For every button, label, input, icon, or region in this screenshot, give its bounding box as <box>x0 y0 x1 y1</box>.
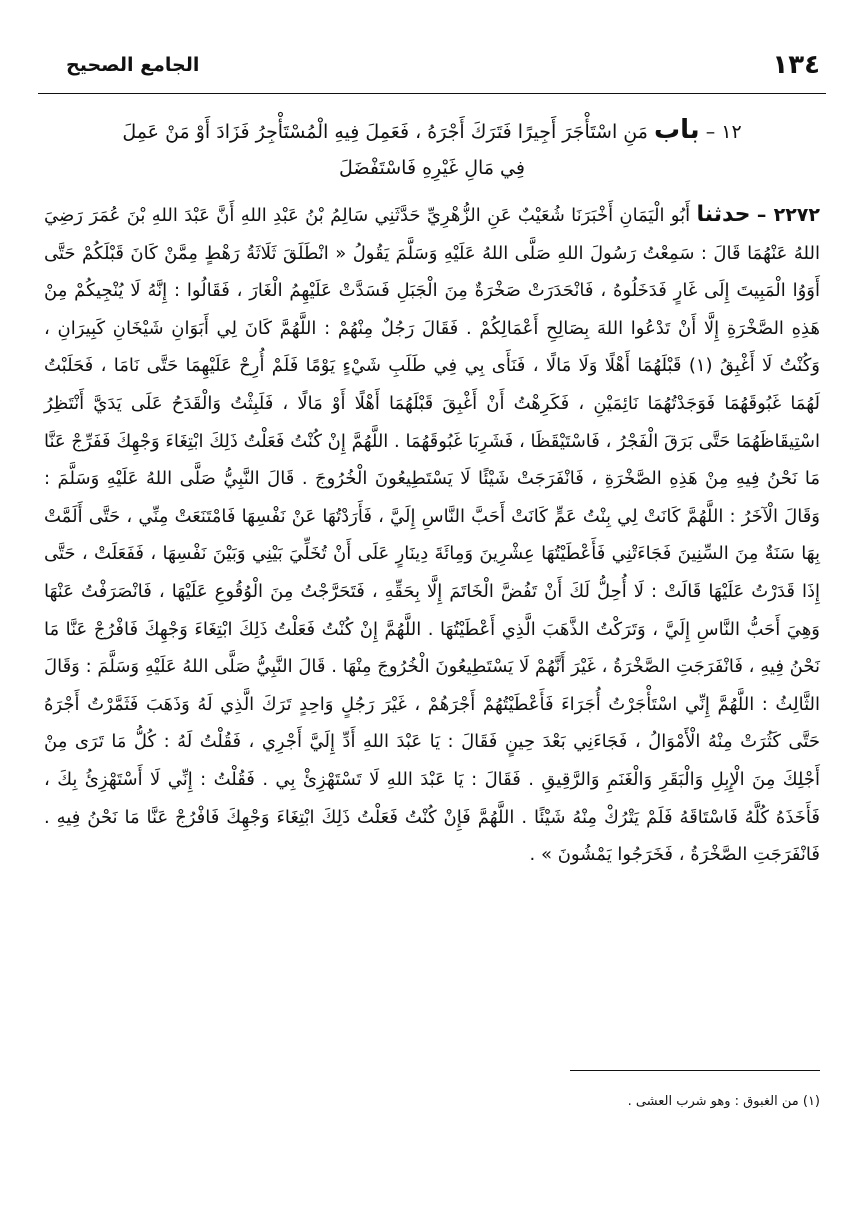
chapter-heading <box>120 112 744 186</box>
hadith-opening-word: حدثنا <box>696 202 751 227</box>
hadith-number: ٢٢٧٢ – <box>756 204 820 226</box>
running-title: الجامع الصحيح <box>66 54 200 76</box>
footnote-rule <box>570 1070 820 1071</box>
chapter-number: ١٢ – <box>705 121 742 143</box>
header-rule <box>38 93 826 94</box>
chapter-word: باب <box>654 115 700 145</box>
hadith-body: أَبُو الْيَمَانِ أَخْبَرَنَا شُعَيْبٌ عَنِ الزُّهْرِيِّ حَدَّثَنِي سَالِمُ بْنُ عَبْدِ اللهِ أَنَّ عَبْدَ اللهِ بْنَ عُمَرَ رَضِيَ اللهُ عَنْهُمَا قَالَ : سَمِعْتُ رَسُولَ اللهِ صَلَّى اللهُ عَلَيْهِ وَسَلَّمَ يَقُولُ « انْطَلَقَ ثَلَاثَةُ رَهْطٍ مِمَّنْ كَانَ قَبْلَكُمْ حَتَّى أَوَوُا الْمَبِيتَ إِلَى غَارٍ فَدَخَلُوهُ ، فَانْحَدَرَتْ صَخْرَةٌ مِنَ الْجَبَلِ فَسَدَّتْ عَلَيْهِمُ الْغَارَ ، فَقَالُوا : إِنَّهُ لَا يُنْجِيكُمْ مِنْ هَذِهِ الصَّخْرَةِ إِلَّا أَنْ تَدْعُوا اللهَ بِصَالِحِ أَعْمَالِكُمْ . فَقَالَ رَجُلٌ مِنْهُمْ : اللَّهُمَّ كَانَ لِي أَبَوَانِ شَيْخَانِ كَبِيرَانِ ، وَكُنْتُ لَا أَغْبِقُ (١) قَبْلَهُمَا أَهْلًا وَلَا مَالًا ، فَنَأَى بِي فِي طَلَبِ شَيْءٍ يَوْمًا فَلَمْ أُرِحْ عَلَيْهِمَا حَتَّى نَامَا ، فَحَلَبْتُ لَهُمَا غَبُوقَهُمَا فَوَجَدْتُهُمَا نَائِمَيْنِ ، فَكَرِهْتُ أَنْ أَغْبِقَ قَبْلَهُمَا أَهْلًا أَوْ مَالًا ، فَلَبِثْتُ وَالْقَدَحُ عَلَى يَدَيَّ أَنْتَظِرُ اسْتِيقَاظَهُمَا حَتَّى بَرَقَ الْفَجْرُ ، فَاسْتَيْقَظَا ، فَشَرِبَا غَبُوقَهُمَا . اللَّهُمَّ إِنْ كُنْتُ فَعَلْتُ ذَلِكَ ابْتِغَاءَ وَجْهِكَ فَفَرِّجْ عَنَّا مَا نَحْنُ فِيهِ مِنْ هَذِهِ الصَّخْرَةِ ، فَانْفَرَجَتْ شَيْئًا لَا يَسْتَطِيعُونَ الْخُرُوجَ . قَالَ النَّبِيُّ صَلَّى اللهُ عَلَيْهِ وَسَلَّمَ : وَقَالَ الْآخَرُ : اللَّهُمَّ كَانَتْ لِي بِنْتُ عَمٍّ كَانَتْ أَحَبَّ النَّاسِ إِلَيَّ ، فَأَرَدْتُهَا عَنْ نَفْسِهَا فَامْتَنَعَتْ مِنِّي ، حَتَّى أَلَمَّتْ بِهَا سَنَةٌ مِنَ السِّنِينَ فَجَاءَتْنِي فَأَعْطَيْتُهَا عِشْرِينَ وَمِائَةَ دِينَارٍ عَلَى أَنْ تُخَلِّيَ بَيْنِي وَبَيْنَ نَفْسِهَا ، فَفَعَلَتْ ، حَتَّى إِذَا قَدَرْتُ عَلَيْهَا قَالَتْ : لَا أُحِلُّ لَكَ أَنْ تَفُضَّ الْخَاتَمَ إِلَّا بِحَقِّهِ ، فَتَحَرَّجْتُ مِنَ الْوُقُوعِ عَلَيْهَا ، فَانْصَرَفْتُ عَنْهَا وَهِيَ أَحَبُّ النَّاسِ إِلَيَّ ، وَتَرَكْتُ الذَّهَبَ الَّذِي أَعْطَيْتُهَا . اللَّهُمَّ إِنْ كُنْتُ فَعَلْتُ ذَلِكَ ابْتِغَاءَ وَجْهِكَ فَافْرُجْ عَنَّا مَا نَحْنُ فِيهِ ، فَانْفَرَجَتِ الصَّخْرَةُ ، غَيْرَ أَنَّهُمْ لَا يَسْتَطِيعُونَ الْخُرُوجَ مِنْهَا . قَالَ النَّبِيُّ صَلَّى اللهُ عَلَيْهِ وَسَلَّمَ : وَقَالَ الثَّالِثُ : اللَّهُمَّ إِنِّي اسْتَأْجَرْتُ أُجَرَاءَ فَأَعْطَيْتُهُمْ أَجْرَهُمْ ، غَيْرَ رَجُلٍ وَاحِدٍ تَرَكَ الَّذِي لَهُ وَذَهَبَ فَثَمَّرْتُ أَجْرَهُ حَتَّى كَثُرَتْ مِنْهُ الْأَمْوَالُ ، فَجَاءَنِي بَعْدَ حِينٍ فَقَالَ : يَا عَبْدَ اللهِ أَدِّ إِلَيَّ أَجْرِي ، فَقُلْتُ لَهُ : كُلُّ مَا تَرَى مِنْ أَجْلِكَ مِنَ الْإِبِلِ وَالْبَقَرِ وَالْغَنَمِ وَالرَّقِيقِ . فَقَالَ : يَا عَبْدَ اللهِ لَا تَسْتَهْزِئْ بِي . فَقُلْتُ : إِنِّي لَا أَسْتَهْزِئُ بِكَ ، فَأَخَذَهُ كُلَّهُ فَاسْتَاقَهُ فَلَمْ يَتْرُكْ مِنْهُ شَيْئًا . اللَّهُمَّ فَإِنْ كُنْتُ فَعَلْتُ ذَلِكَ ابْتِغَاءَ وَجْهِكَ فَافْرُجْ عَنَّا مَا نَحْنُ فِيهِ . فَانْفَرَجَتِ الصَّخْرَةُ ، فَخَرَجُوا يَمْشُونَ » . <box>44 205 821 866</box>
hadith-text-block <box>44 196 820 874</box>
page-number: ١٣٤ <box>772 50 820 80</box>
footnote: (١) من الغبوق : وهو شرب العشى . <box>627 1094 820 1109</box>
page-header <box>38 50 826 90</box>
chapter-title: مَنِ اسْتَأْجَرَ أَجِيرًا فَتَرَكَ أَجْرَهُ ، فَعَمِلَ فِيهِ الْمُسْتَأْجِرُ فَزَادَ أَوْ مَنْ عَمِلَ فِي مَالِ غَيْرِهِ فَاسْتَفْضَلَ <box>122 121 648 179</box>
